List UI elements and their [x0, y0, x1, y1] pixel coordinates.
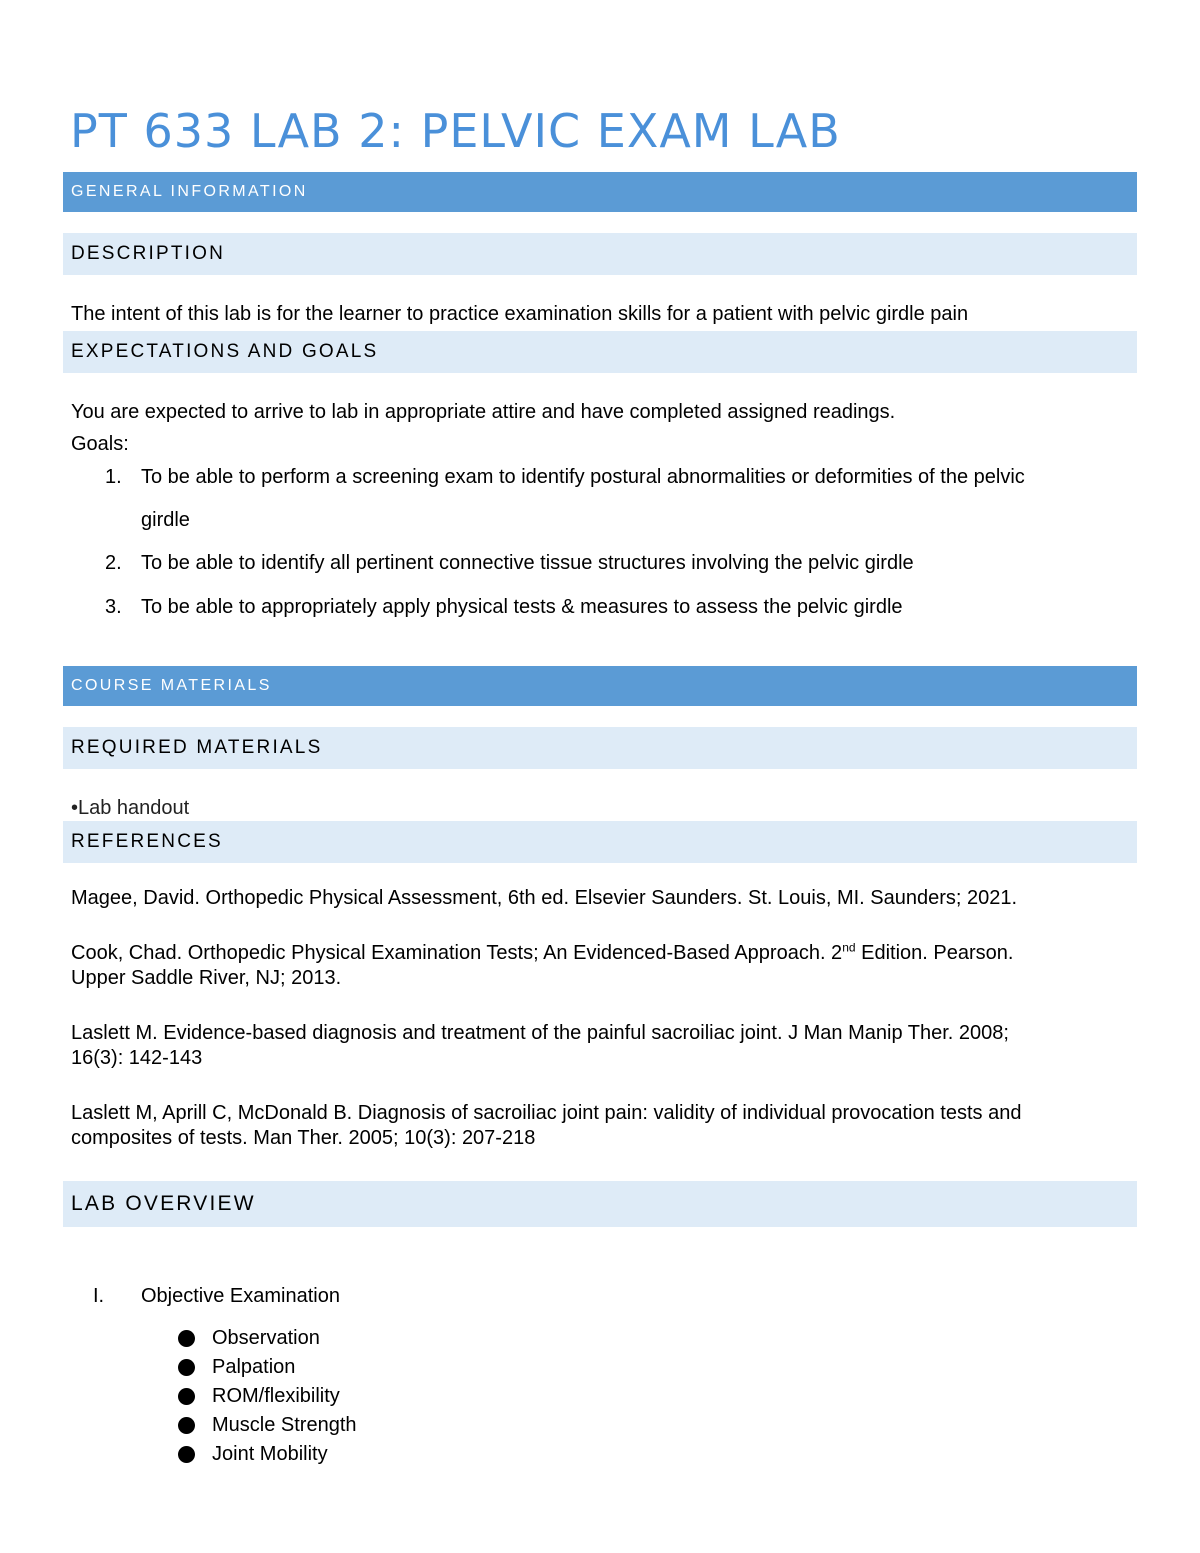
subsection-header-required-materials: REQUIRED MATERIALS: [63, 727, 1137, 769]
goal-text: To be able to identify all pertinent connective tissue structures involving the pelvic girdle: [141, 552, 914, 574]
bullet-icon: [178, 1417, 195, 1434]
goal-number: 2.: [105, 552, 122, 574]
outline-numeral: I.: [93, 1285, 105, 1307]
section-header-general-information: GENERAL INFORMATION: [63, 172, 1137, 212]
reference-text: Magee, David. Orthopedic Physical Assessment, 6th ed. Elsevier Saunders. St. Louis, MI. Saunders; 2021.: [71, 887, 1018, 909]
subsection-header-description: DESCRIPTION: [63, 233, 1137, 275]
reference-text: Cook, Chad. Orthopedic Physical Examination Tests; An Evidenced-Based Approach. 2: [71, 942, 843, 964]
subsection-header-expectations: EXPECTATIONS AND GOALS: [63, 331, 1137, 373]
goal-text: To be able to appropriately apply physical tests & measures to assess the pelvic girdle: [141, 596, 903, 618]
reference-text: Laslett M, Aprill C, McDonald B. Diagnosis of sacroiliac joint pain: validity of individual provocation tests and: [71, 1102, 1022, 1124]
bullet-icon: [178, 1446, 195, 1463]
reference-text: Edition. Pearson.: [855, 942, 1014, 964]
bullet-icon: [178, 1388, 195, 1405]
goal-text: To be able to perform a screening exam to identify postural abnormalities or deformities of the pelvic: [141, 466, 1025, 488]
document-title: PT 633 LAB 2: PELVIC EXAM LAB: [70, 104, 841, 158]
section-header-lab-overview: LAB OVERVIEW: [63, 1181, 1137, 1227]
required-material-item: •Lab handout: [71, 797, 190, 819]
outline-item: Muscle Strength: [212, 1414, 357, 1436]
goal-text-continued: girdle: [141, 509, 190, 531]
reference-item: [71, 941, 1131, 991]
goal-number: 1.: [105, 466, 122, 488]
expectations-intro: You are expected to arrive to lab in appropriate attire and have completed assigned readings.: [71, 401, 896, 423]
goals-label: Goals:: [71, 433, 129, 455]
outline-item: Joint Mobility: [212, 1443, 328, 1465]
bullet-icon: [178, 1330, 195, 1347]
reference-text: Laslett M. Evidence-based diagnosis and treatment of the painful sacroiliac joint. J Man Manip Ther. 2008;: [71, 1022, 1009, 1044]
reference-text-continued: 16(3): 142-143: [71, 1047, 203, 1069]
section-header-course-materials: COURSE MATERIALS: [63, 666, 1137, 706]
reference-text-continued: Upper Saddle River, NJ; 2013.: [71, 967, 342, 989]
outline-item: Observation: [212, 1327, 320, 1349]
bullet-icon: [178, 1359, 195, 1376]
reference-item: [71, 1101, 1131, 1151]
subsection-header-references: REFERENCES: [63, 821, 1137, 863]
description-text: The intent of this lab is for the learner to practice examination skills for a patient with pelvic girdle pain: [71, 303, 969, 325]
goal-number: 3.: [105, 596, 122, 618]
outline-section-label: Objective Examination: [141, 1285, 340, 1307]
superscript-ordinal: nd: [842, 940, 856, 955]
outline-item: ROM/flexibility: [212, 1385, 340, 1407]
reference-item: [71, 1021, 1131, 1071]
reference-item: [71, 886, 1131, 911]
reference-text-continued: composites of tests. Man Ther. 2005; 10(3): 207-218: [71, 1127, 536, 1149]
outline-item: Palpation: [212, 1356, 296, 1378]
